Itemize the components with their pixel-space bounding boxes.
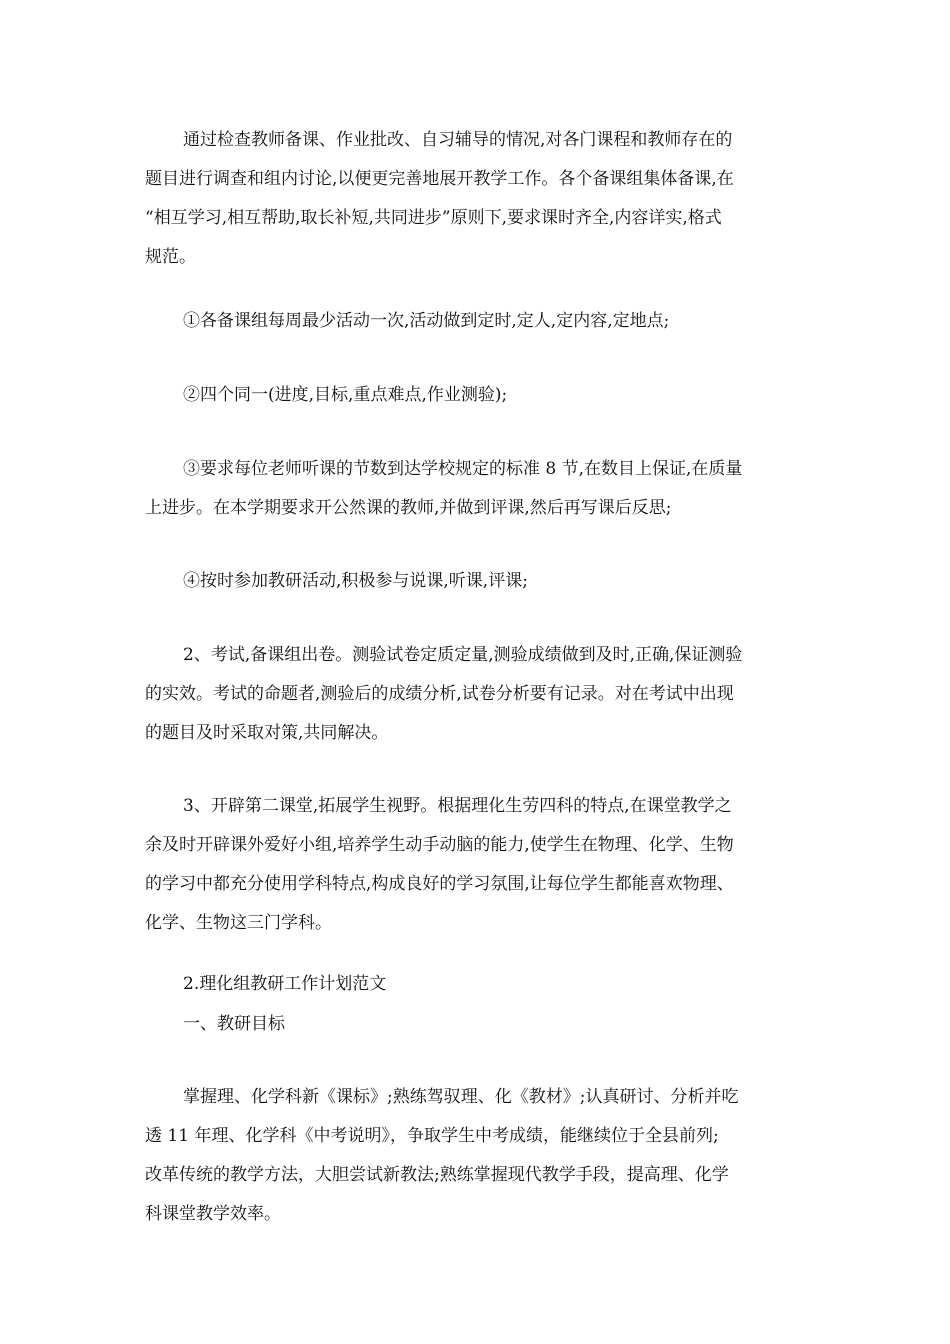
paragraph-inspection [145,121,815,277]
list-item-4 [145,562,815,601]
paragraph-line: 通过检查教师备课、作业批改、自习辅导的情况,对各门课程和教师存在的 [183,130,733,150]
paragraph-line: 的学习中都充分使用学科特点,构成良好的学习氛围,让每位学生都能喜欢物理、 [145,874,734,894]
paragraph-line: 的实效。考试的命题者,测验后的成绩分析,试卷分析要有记录。对在考试中出现 [145,684,734,704]
paragraph-line: 规范。 [145,247,196,267]
paragraph-line: 透 11 年理、化学科《中考说明》，争取学生中考成绩，能继续位于全县前列; [145,1126,719,1146]
paragraph-line: 3、开辟第二课堂,拓展学生视野。根据理化生劳四科的特点,在课堂教学之 [183,796,732,816]
paragraph-line: 余及时开辟课外爱好小组,培养学生动手动脑的能力,使学生在物理、化学、生物 [145,835,734,855]
paragraph-objectives [145,1078,815,1234]
paragraph-exams [145,636,815,753]
paragraph-line: 上进步。在本学期要求开公然课的教师,并做到评课,然后再写课后反思; [145,498,672,518]
paragraph-line: 掌握理、化学科新《课标》;熟练驾驭理、化《教材》;认真研讨、分析并吃 [183,1087,739,1107]
paragraph-line: 的题目及时采取对策,共同解决。 [145,723,389,743]
paragraph-second-classroom [145,787,815,943]
paragraph-line: ①各备课组每周最少活动一次,活动做到定时,定人,定内容,定地点; [183,311,670,331]
list-item-2 [145,376,815,415]
paragraph-line: ④按时参加教研活动,积极参与说课,听课,评课; [183,571,528,591]
paragraph-line: 科课堂教学效率。 [145,1204,281,1224]
paragraph-line: ②四个同一(进度,目标,重点难点,作业测验); [183,385,508,405]
paragraph-line: 改革传统的教学方法，大胆尝试新教法;熟练掌握现代教学手段，提高理、化学 [145,1165,729,1185]
paragraph-line: 题目进行调查和组内讨论,以便更完善地展开教学工作。各个备课组集体备课,在 [145,169,734,189]
section-title: 2.理化组教研工作计划范文 [183,974,387,994]
paragraph-line: 化学、生物这三门学科。 [145,913,332,933]
paragraph-line: ③要求每位老师听课的节数到达学校规定的标准 8 节,在数目上保证,在质量 [183,459,743,479]
list-item-3 [145,450,815,528]
paragraph-line: 2、考试,备课组出卷。测验试卷定质定量,测验成绩做到及时,正确,保证测验 [183,645,743,665]
subsection-title: 一、教研目标 [183,1014,285,1034]
list-item-1 [145,302,815,341]
paragraph-line: “相互学习,相互帮助,取长补短,共同进步”原则下,要求课时齐全,内容详实,格式 [145,208,722,228]
